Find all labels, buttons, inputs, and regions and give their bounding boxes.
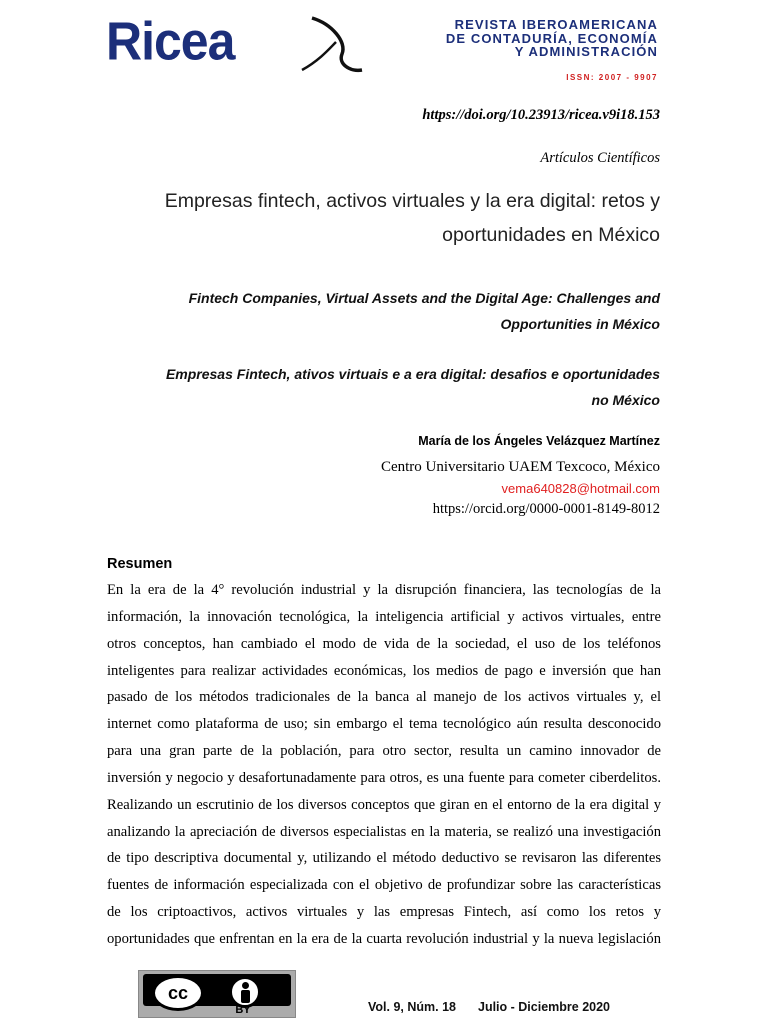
abstract-line: oportunidades que enfrentan en la era de la cuarta revolución industrial y la nueva legislación: [107, 930, 661, 947]
title-spanish-line-2: oportunidades en México: [442, 224, 660, 246]
abstract-line: pasado de los métodos tradicionales de la banca al manejo de los activos virtuales y, el: [107, 689, 661, 706]
license-by-label: BY: [235, 1004, 251, 1016]
issn: ISSN: 2007 - 9907: [566, 73, 658, 82]
author-email[interactable]: vema640828@hotmail.com: [501, 481, 660, 496]
abstract-line: para una gran parte de la población, para otro sector, resulta un camino innovador de: [107, 743, 661, 760]
article-section: Artículos Científicos: [540, 150, 660, 166]
title-portuguese-line-1: Empresas Fintech, ativos virtuais e a era digital: desafios e oportunidades: [165, 366, 660, 382]
abstract-line: analizando la apreciación de diversos especialistas en la materia, se realizó una investigación: [107, 823, 661, 840]
logo-swoosh-icon: [262, 14, 392, 74]
journal-name-line: REVISTA IBEROAMERICANA: [454, 17, 658, 32]
title-portuguese-line-2: no México: [591, 392, 660, 408]
title-english-line-1: Fintech Companies, Virtual Assets and the Digital Age: Challenges and: [188, 290, 660, 306]
abstract-line: otros conceptos, han cambiado el modo de vida de la sociedad, el uso de los teléfonos: [107, 635, 661, 652]
journal-name-line: Y ADMINISTRACIÓN: [514, 44, 658, 59]
footer-period: Julio - Diciembre 2020: [478, 1000, 611, 1014]
abstract-line: internet como plataforma de uso; sin embargo el tema tecnológico aún resulta desconocido: [107, 716, 661, 733]
author-orcid[interactable]: https://orcid.org/0000-0001-8149-8012: [432, 501, 660, 517]
abstract-line: En la era de la 4° revolución industrial y la disrupción financiera, las tecnologías de la: [107, 582, 661, 598]
abstract-line: información, la innovación tecnológica, la inteligencia artificial y activos virtuales, entre: [107, 608, 661, 625]
abstract-line: inversión y negocio y desafortunadamente para otros, es una fuente para cometer ciberdelitos.: [107, 769, 661, 786]
cc-icon: cc: [152, 975, 204, 1011]
abstract-line: de los criptoactivos, activos virtuales y las empresas Fintech, así como los retos y: [107, 904, 661, 921]
journal-logo: Ricea: [106, 10, 235, 72]
abstract-line: inteligentes para realizar actividades económicas, los medios de pago e inversión que han: [107, 662, 661, 679]
footer-volume: Vol. 9, Núm. 18: [368, 1000, 456, 1014]
journal-name-line: DE CONTADURÍA, ECONOMÍA: [445, 30, 658, 46]
author-name: María de los Ángeles Velázquez Martínez: [418, 434, 660, 448]
creative-commons-by-icon[interactable]: [138, 970, 296, 1018]
abstract-line: Realizando un escrutinio de los diversos conceptos que giran en el entorno de la era digital y: [107, 796, 661, 813]
title-english-line-2: Opportunities in México: [500, 316, 660, 332]
journal-name: [380, 18, 658, 59]
author-affiliation: Centro Universitario UAEM Texcoco, México: [380, 459, 660, 475]
abstract-line: fuentes de información especializada con el objetivo de profundizar sobre las características: [107, 877, 661, 894]
abstract-line: de tipo descriptiva documental y, utilizando el método deductivo se revisaron las diferentes: [107, 850, 661, 867]
abstract-body: [107, 577, 661, 953]
abstract-heading: Resumen: [107, 556, 173, 572]
license-badge-background: [143, 974, 291, 1006]
title-spanish-line-1: Empresas fintech, activos virtuales y la era digital: retos y: [164, 190, 660, 212]
doi-link[interactable]: https://doi.org/10.23913/ricea.v9i18.153: [422, 107, 660, 123]
